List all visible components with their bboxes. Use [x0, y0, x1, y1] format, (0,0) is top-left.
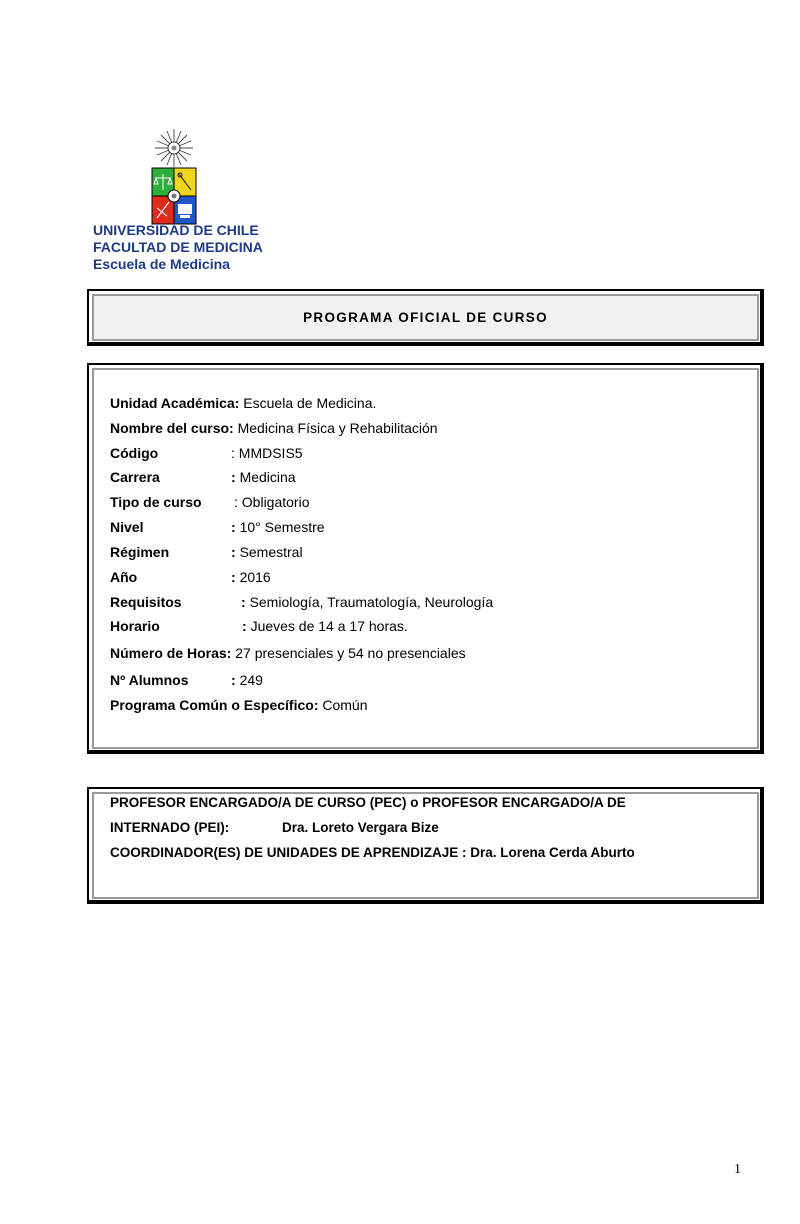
codigo-label: Código	[110, 445, 159, 461]
carrera-colon: :	[231, 469, 236, 485]
faculty-name: FACULTAD DE MEDICINA	[93, 239, 263, 255]
horario-colon: :	[242, 618, 247, 634]
horario-label: Horario	[110, 618, 160, 634]
regimen-colon: :	[231, 544, 236, 560]
row-unidad	[110, 394, 376, 412]
horario-value: Jueves de 14 a 17 horas.	[250, 618, 408, 634]
university-name: UNIVERSIDAD DE CHILE	[93, 222, 259, 238]
coordinator-line: COORDINADOR(ES) DE UNIDADES DE APRENDIZAJE : Dra. Lorena Cerda Aburto	[110, 845, 635, 860]
anio-value: 2016	[239, 569, 271, 585]
carrera-label: Carrera	[110, 469, 160, 485]
regimen-label: Régimen	[110, 544, 170, 560]
tipo-value: : Obligatorio	[234, 494, 310, 510]
anio-label: Año	[110, 569, 138, 585]
star-icon	[155, 129, 193, 167]
pec-label: INTERNADO (PEI):	[110, 820, 230, 835]
row-requisitos	[110, 593, 494, 611]
alumnos-label: Nº Alumnos	[110, 672, 189, 688]
requisitos-label: Requisitos	[110, 594, 182, 610]
requisitos-colon: :	[241, 594, 246, 610]
unidad-label: Unidad Académica:	[110, 395, 240, 411]
programa-value: Común	[322, 697, 368, 713]
row-anio	[110, 568, 271, 586]
carrera-value: Medicina	[239, 469, 296, 485]
horas-value: 27 presenciales y 54 no presenciales	[235, 645, 466, 661]
row-regimen	[110, 543, 303, 561]
row-tipo	[110, 493, 310, 511]
nivel-value: 10° Semestre	[239, 519, 325, 535]
row-programa	[110, 696, 368, 714]
horas-label: Número de Horas:	[110, 645, 232, 661]
row-nivel	[110, 518, 325, 536]
row-alumnos	[110, 671, 263, 689]
anio-colon: :	[231, 569, 236, 585]
nombre-value: Medicina Física y Rehabilitación	[237, 420, 438, 436]
pec-line-1: PROFESOR ENCARGADO/A DE CURSO (PEC) o PROFESOR ENCARGADO/A DE	[110, 795, 626, 810]
title-box	[87, 289, 764, 346]
page-title: PROGRAMA OFICIAL DE CURSO	[303, 310, 548, 325]
row-nombre	[110, 419, 438, 437]
page-number: 1	[734, 1162, 741, 1177]
nivel-label: Nivel	[110, 519, 144, 535]
row-codigo	[110, 444, 303, 462]
alumnos-value: 249	[239, 672, 263, 688]
requisitos-value: Semiología, Traumatología, Neurología	[249, 594, 494, 610]
pec-line-2	[110, 819, 439, 837]
row-horario	[110, 617, 408, 635]
unidad-value: Escuela de Medicina.	[243, 395, 377, 411]
university-logo	[143, 128, 205, 228]
alumnos-colon: :	[231, 672, 236, 688]
row-carrera	[110, 468, 296, 486]
nombre-label: Nombre del curso:	[110, 420, 234, 436]
tipo-label: Tipo de curso	[110, 494, 202, 510]
programa-label: Programa Común o Específico:	[110, 697, 319, 713]
nivel-colon: :	[231, 519, 236, 535]
pec-name: Dra. Loreto Vergara Bize	[282, 820, 439, 835]
institution-header	[93, 222, 263, 273]
row-horas	[110, 644, 466, 662]
school-name: Escuela de Medicina	[93, 256, 230, 272]
codigo-value: : MMDSIS5	[231, 445, 303, 461]
regimen-value: Semestral	[239, 544, 303, 560]
